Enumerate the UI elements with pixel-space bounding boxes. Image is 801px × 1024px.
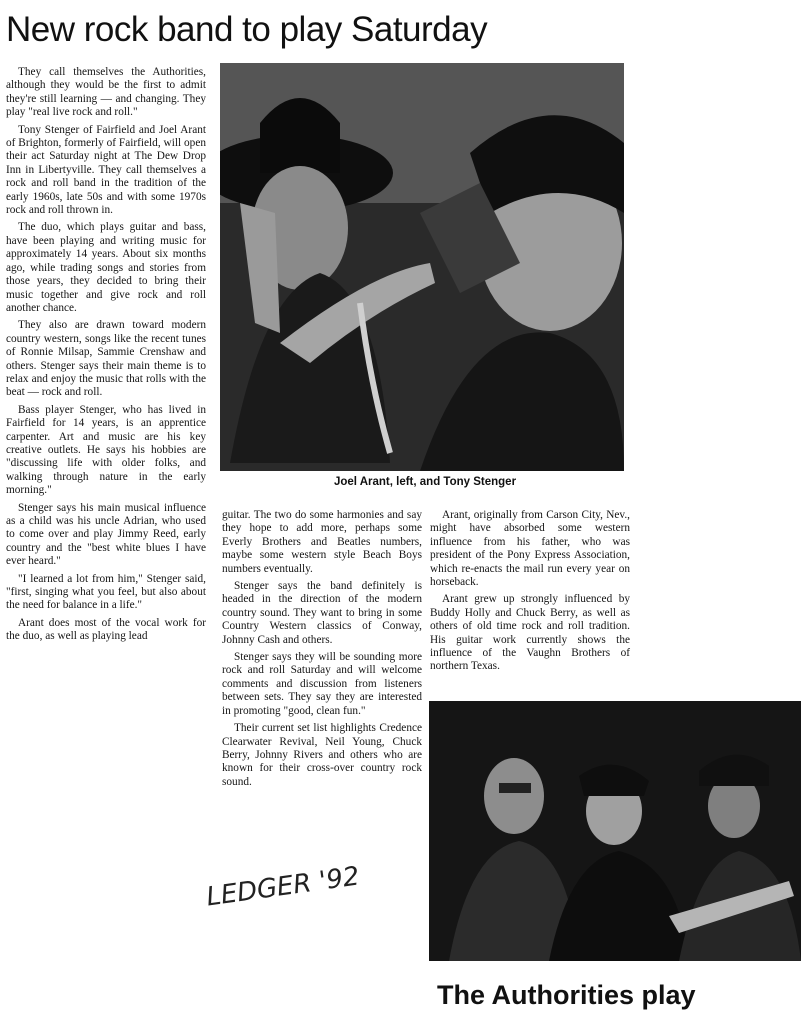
paragraph: Arant does most of the vocal work for the duo, as well as playing lead (6, 616, 206, 643)
handwritten-note (200, 842, 400, 922)
photo-caption-bottom: The Authorities play (437, 980, 696, 1010)
article-column-3 (430, 509, 630, 678)
paragraph: Their current set list highlights Credence Clearwater Revival, Neil Young, Chuck Berry, Johnny Rivers and others who are known for their cross-over country rock sound. (222, 722, 422, 788)
headline: New rock band to play Saturday (6, 10, 488, 49)
paragraph: Arant, originally from Carson City, Nev., might have absorbed some western influence from his father, who was president of the Pony Express Association, which re-enacts the mail run every year on horseback. (430, 509, 630, 589)
paragraph: Stenger says they will be sounding more rock and roll Saturday and will welcome comments and discussion from listeners between sets. They say they are interested in promoting "good, clean fun." (222, 651, 422, 717)
handwriting-text: LEDGER '92 (204, 861, 362, 913)
paragraph: Bass player Stenger, who has lived in Fairfield for 14 years, is an apprentice carpenter. Art and music are his key creative outlets. He says his hobbies are "discussing life with older folks, and walking through nature in the early morning." (6, 403, 206, 497)
article-column-1 (6, 66, 206, 648)
paragraph: Arant grew up strongly influenced by Buddy Holly and Chuck Berry, as well as others of old time rock and roll tradition. His guitar work currently shows the influence of the Vaughn Brothers of northern Texas. (430, 593, 630, 673)
paragraph: guitar. The two do some harmonies and say they hope to add more, perhaps some Everly Brothers and Beatles numbers, maybe some western style Beach Boys numbers eventually. (222, 509, 422, 575)
paragraph: Tony Stenger of Fairfield and Joel Arant of Brighton, formerly of Fairfield, will open their act Saturday night at The Dew Drop Inn in Libertyville. They call themselves a rock and roll band in the tradition of the early 1960s, late 50s and with some 1970s rock and roll thrown in. (6, 123, 206, 217)
handwriting-illustration (200, 842, 400, 922)
paragraph: They call themselves the Authorities, although they would be the first to admit they're still learning — and changing. They play "real live rock and roll." (6, 66, 206, 119)
article-column-2 (222, 509, 422, 793)
paragraph: The duo, which plays guitar and bass, have been playing and writing music for approximately 14 years. About six months ago, while trading songs and stories from those years, they decided to bring their music together and give rock and roll another chance. (6, 221, 206, 314)
paragraph: They also are drawn toward modern country western, songs like the recent tunes of Ronnie Milsap, Sammie Crenshaw and others. Stenger says their main theme is to relax and enjoy the music that rolls with the beat — rock and roll. (6, 319, 206, 399)
paragraph: Stenger says the band definitely is headed in the direction of the modern country sound. They want to bring in some Country Western classics of Conway, Johnny Cash and others. (222, 580, 422, 646)
band-performance-photo (429, 701, 801, 961)
paragraph: "I learned a lot from him," Stenger said, "first, singing what you feel, but also about the need for balance in a life." (6, 572, 206, 612)
band-duo-photo (220, 63, 624, 471)
photo-caption: Joel Arant, left, and Tony Stenger (333, 476, 517, 488)
duo-photo-illustration (220, 63, 624, 471)
paragraph: Stenger says his main musical influence as a child was his uncle Adrian, who used to come over and play Jimmy Reed, early country and the "best white blues I have ever heard." (6, 501, 206, 568)
performance-photo-illustration (429, 701, 801, 961)
